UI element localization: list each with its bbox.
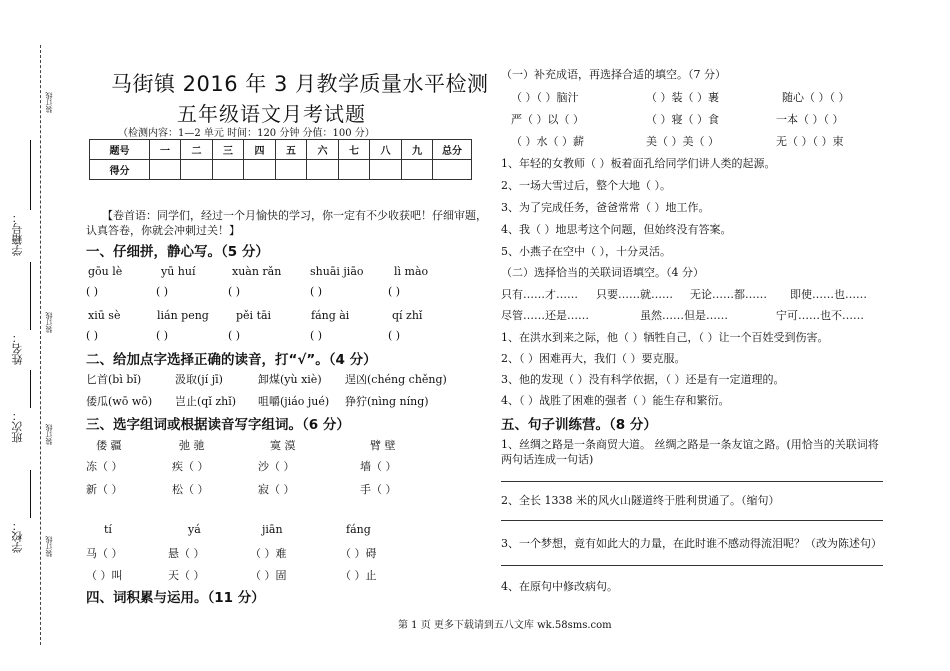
score-header-cell: 九 <box>402 140 433 160</box>
word-blank[interactable]: （ ）叫 <box>86 569 123 582</box>
char-group: 寞 漠 <box>270 439 296 452</box>
section5-heading: 五、句子训练营。（8 分） <box>501 417 657 433</box>
char-group: 弛 驰 <box>179 439 205 452</box>
pinyin-item: qí zhǐ <box>392 309 423 322</box>
idiom-item[interactable]: 严（ ）以（ ） <box>511 113 584 126</box>
score-cell[interactable] <box>244 160 276 180</box>
word-blank[interactable]: 悬（ ） <box>168 547 205 560</box>
pinyin-item: pěi tāi <box>236 309 272 322</box>
answer-blank[interactable]: ( ) <box>156 329 169 342</box>
sentence-question: 两句话连成一句话) <box>501 453 594 466</box>
word-blank[interactable]: 沙（ ） <box>258 460 295 473</box>
conjunction-sentence[interactable]: 1、在洪水到来之际，他（ ）牺牲自己，（ ）让一个百姓受到伤害。 <box>501 331 829 344</box>
class-label: 班次： <box>11 410 24 443</box>
exam-info: （检测内容：1—2 单元 时间：120 分钟 分值：100 分） <box>118 128 375 139</box>
name-line <box>30 262 31 330</box>
score-cell[interactable] <box>433 160 472 180</box>
reading-choice[interactable]: 咀嚼(jiáo jué) <box>258 395 330 408</box>
fill-sentence[interactable]: 5、小燕子在空中（ ），十分灵活。 <box>501 245 671 258</box>
intro-line: 【卷首语：同学们，经过一个月愉快的学习，你一定有不少收获吧！仔细审题， <box>102 209 487 222</box>
word-blank[interactable]: （ ）难 <box>250 547 287 560</box>
score-cell[interactable] <box>339 160 370 180</box>
pinyin-item: xuàn rǎn <box>232 265 282 278</box>
score-header-cell: 四 <box>244 140 276 160</box>
section1-heading: 一、仔细拼，静心写。（5 分） <box>86 244 269 260</box>
binding-mark: 装订线 <box>45 92 53 113</box>
pinyin-item: gōu lè <box>88 265 123 278</box>
class-line <box>30 370 31 408</box>
pinyin-prompt: jiān <box>262 523 283 536</box>
sentence-question: 1、丝绸之路是一条商贸大道。 丝绸之路是一条友谊之路。(用恰当的关联词将 <box>501 438 879 451</box>
pinyin-prompt: fáng <box>346 523 371 536</box>
conjunction-option: 宁可……也不…… <box>776 309 864 322</box>
school-label: 学校： <box>11 520 24 553</box>
answer-blank[interactable]: ( ) <box>228 285 241 298</box>
score-cell[interactable] <box>307 160 339 180</box>
part2-heading: （二）选择恰当的关联词语填空。（4 分） <box>501 266 704 279</box>
conjunction-option: 无论……都…… <box>690 288 767 301</box>
answer-blank[interactable]: ( ) <box>388 285 401 298</box>
reading-choice[interactable]: 匕首(bì bǐ) <box>86 373 142 386</box>
reading-choice[interactable]: 汲取(jí jī) <box>175 373 223 386</box>
word-blank[interactable]: 寂（ ） <box>258 483 295 496</box>
conjunction-option: 即使……也…… <box>790 288 867 301</box>
school-line <box>30 470 31 518</box>
score-cell[interactable] <box>150 160 181 180</box>
score-table <box>89 139 472 180</box>
sentence-question: 4、在原句中修改病句。 <box>501 580 618 593</box>
pinyin-prompt: tí <box>104 523 112 536</box>
score-header-cell: 一 <box>150 140 181 160</box>
fill-sentence[interactable]: 4、我（ ）地思考这个问题，但始终没有答案。 <box>501 223 732 236</box>
pinyin-item: lián peng <box>157 309 209 322</box>
score-cell[interactable] <box>181 160 213 180</box>
score-header-cell: 题号 <box>90 140 150 160</box>
word-blank[interactable]: 疾（ ） <box>172 460 209 473</box>
binding-mark: 装订线 <box>45 312 53 333</box>
conjunction-option: 尽管……还是…… <box>501 309 589 322</box>
binding-mark: 装订线 <box>45 536 53 557</box>
word-blank[interactable]: 天（ ） <box>168 569 205 582</box>
score-cell[interactable] <box>370 160 402 180</box>
answer-line[interactable] <box>501 565 883 566</box>
word-blank[interactable]: （ ）碍 <box>340 547 377 560</box>
answer-blank[interactable]: ( ) <box>86 285 99 298</box>
conjunction-option: 只有……才…… <box>501 288 578 301</box>
conjunction-sentence[interactable]: 4、（ ）战胜了困难的强者（ ）能生存和繁衍。 <box>501 394 730 407</box>
conjunction-option: 虽然……但是…… <box>640 309 728 322</box>
fill-sentence[interactable]: 3、为了完成任务，爸爸常常（ ）地工作。 <box>501 201 710 214</box>
idiom-item[interactable]: 一本（ ）（ ） <box>776 113 844 126</box>
conjunction-sentence[interactable]: 3、他的发现（ ）没有科学依据，（ ）还是有一定道理的。 <box>501 373 785 386</box>
word-blank[interactable]: （ ）固 <box>250 569 287 582</box>
student-id-label: 学籍号： <box>11 212 24 256</box>
answer-blank[interactable]: ( ) <box>228 329 241 342</box>
score-header-cell: 五 <box>276 140 307 160</box>
idiom-item[interactable]: 随心（ ）（ ） <box>782 91 850 104</box>
part1-heading: （一）补充成语，再选择合适的填空。（7 分） <box>501 68 726 81</box>
word-blank[interactable]: 冻（ ） <box>86 460 123 473</box>
pinyin-item: lì mào <box>394 265 429 278</box>
score-header-cell: 七 <box>339 140 370 160</box>
score-header-cell: 总分 <box>433 140 472 160</box>
word-blank[interactable]: 马（ ） <box>86 547 123 560</box>
binding-line <box>40 45 41 645</box>
score-cell[interactable] <box>402 160 433 180</box>
score-row-label: 得分 <box>90 160 150 180</box>
sentence-question: 3、一个梦想，竟有如此大的力量，在此时谁不感动得流泪呢？（改为陈述句） <box>501 537 882 550</box>
pinyin-item: fáng ài <box>311 309 350 322</box>
conjunction-sentence[interactable]: 2、（ ）困难再大，我们（ ）要克服。 <box>501 352 686 365</box>
word-blank[interactable]: 新（ ） <box>86 483 123 496</box>
sentence-question: 2、全长 1338 米的风火山隧道终于胜利贯通了。（缩句） <box>501 494 780 507</box>
reading-choice[interactable]: 卸煤(yù xiè) <box>258 373 322 386</box>
answer-blank[interactable]: ( ) <box>310 329 323 342</box>
exam-title: 马街镇 2016 年 3 月教学质量水平检测 <box>111 72 489 96</box>
idiom-item[interactable]: （ ）（ ）脑汁 <box>511 91 579 104</box>
pinyin-item: xiū sè <box>88 309 121 322</box>
reading-choice[interactable]: 狰狞(nìng níng) <box>345 395 429 408</box>
score-cell[interactable] <box>276 160 307 180</box>
intro-line: 认真答卷，你就会冲刺过关！】 <box>86 224 240 237</box>
idiom-item[interactable]: （ ）装（ ）裹 <box>646 91 719 104</box>
word-blank[interactable]: （ ）止 <box>340 569 377 582</box>
pinyin-item: shuāi jiāo <box>310 265 364 278</box>
answer-blank[interactable]: ( ) <box>388 329 401 342</box>
page-footer: 第 1 页 更多下载请到五八文库 wk.58sms.com <box>398 620 612 631</box>
word-blank[interactable]: 松（ ） <box>172 483 209 496</box>
exam-subtitle: 五年级语文月考试题 <box>177 102 366 126</box>
conjunction-option: 只要……就…… <box>596 288 673 301</box>
answer-line[interactable] <box>501 481 883 482</box>
score-cell[interactable] <box>213 160 244 180</box>
pinyin-item: yū huí <box>161 265 196 278</box>
idiom-item[interactable]: 无（ ）（ ）束 <box>776 135 844 148</box>
answer-line[interactable] <box>501 520 883 521</box>
reading-choice[interactable]: 倭瓜(wō wō) <box>86 395 153 408</box>
char-group: 偻 疆 <box>96 439 122 452</box>
score-header-cell: 六 <box>307 140 339 160</box>
char-group: 臂 壁 <box>370 439 396 452</box>
section4-heading: 四、词积累与运用。（11 分） <box>86 590 265 606</box>
answer-blank[interactable]: ( ) <box>310 285 323 298</box>
idiom-item[interactable]: （ ）寝（ ）食 <box>646 113 719 126</box>
binding-mark: 装订线 <box>45 424 53 445</box>
reading-choice[interactable]: 岂止(qǐ zhǐ) <box>175 395 237 408</box>
word-blank[interactable]: 墙（ ） <box>360 460 397 473</box>
score-table-score-row <box>90 160 472 180</box>
student-id-line <box>30 140 31 210</box>
answer-blank[interactable]: ( ) <box>86 329 99 342</box>
answer-blank[interactable]: ( ) <box>156 285 169 298</box>
fill-sentence[interactable]: 1、年轻的女教师（ ）板着面孔给同学们讲人类的起源。 <box>501 157 776 170</box>
score-header-cell: 三 <box>213 140 244 160</box>
score-table-header-row <box>90 140 472 160</box>
fill-sentence[interactable]: 2、一场大雪过后，整个大地（ ）。 <box>501 179 671 192</box>
reading-choice[interactable]: 逞凶(chéng chěng) <box>345 373 447 386</box>
pinyin-prompt: yá <box>188 523 201 536</box>
score-header-cell: 八 <box>370 140 402 160</box>
idiom-item[interactable]: （ ）水（ ）薪 <box>511 135 584 148</box>
idiom-item[interactable]: 美（ ）美（ ） <box>646 135 719 148</box>
section2-heading: 二、给加点字选择正确的读音，打“√”。（4 分） <box>86 352 377 368</box>
section3-heading: 三、选字组词或根据读音写字组词。（6 分） <box>86 417 350 433</box>
word-blank[interactable]: 手（ ） <box>360 483 397 496</box>
score-header-cell: 二 <box>181 140 213 160</box>
name-label: 姓名： <box>11 332 24 365</box>
